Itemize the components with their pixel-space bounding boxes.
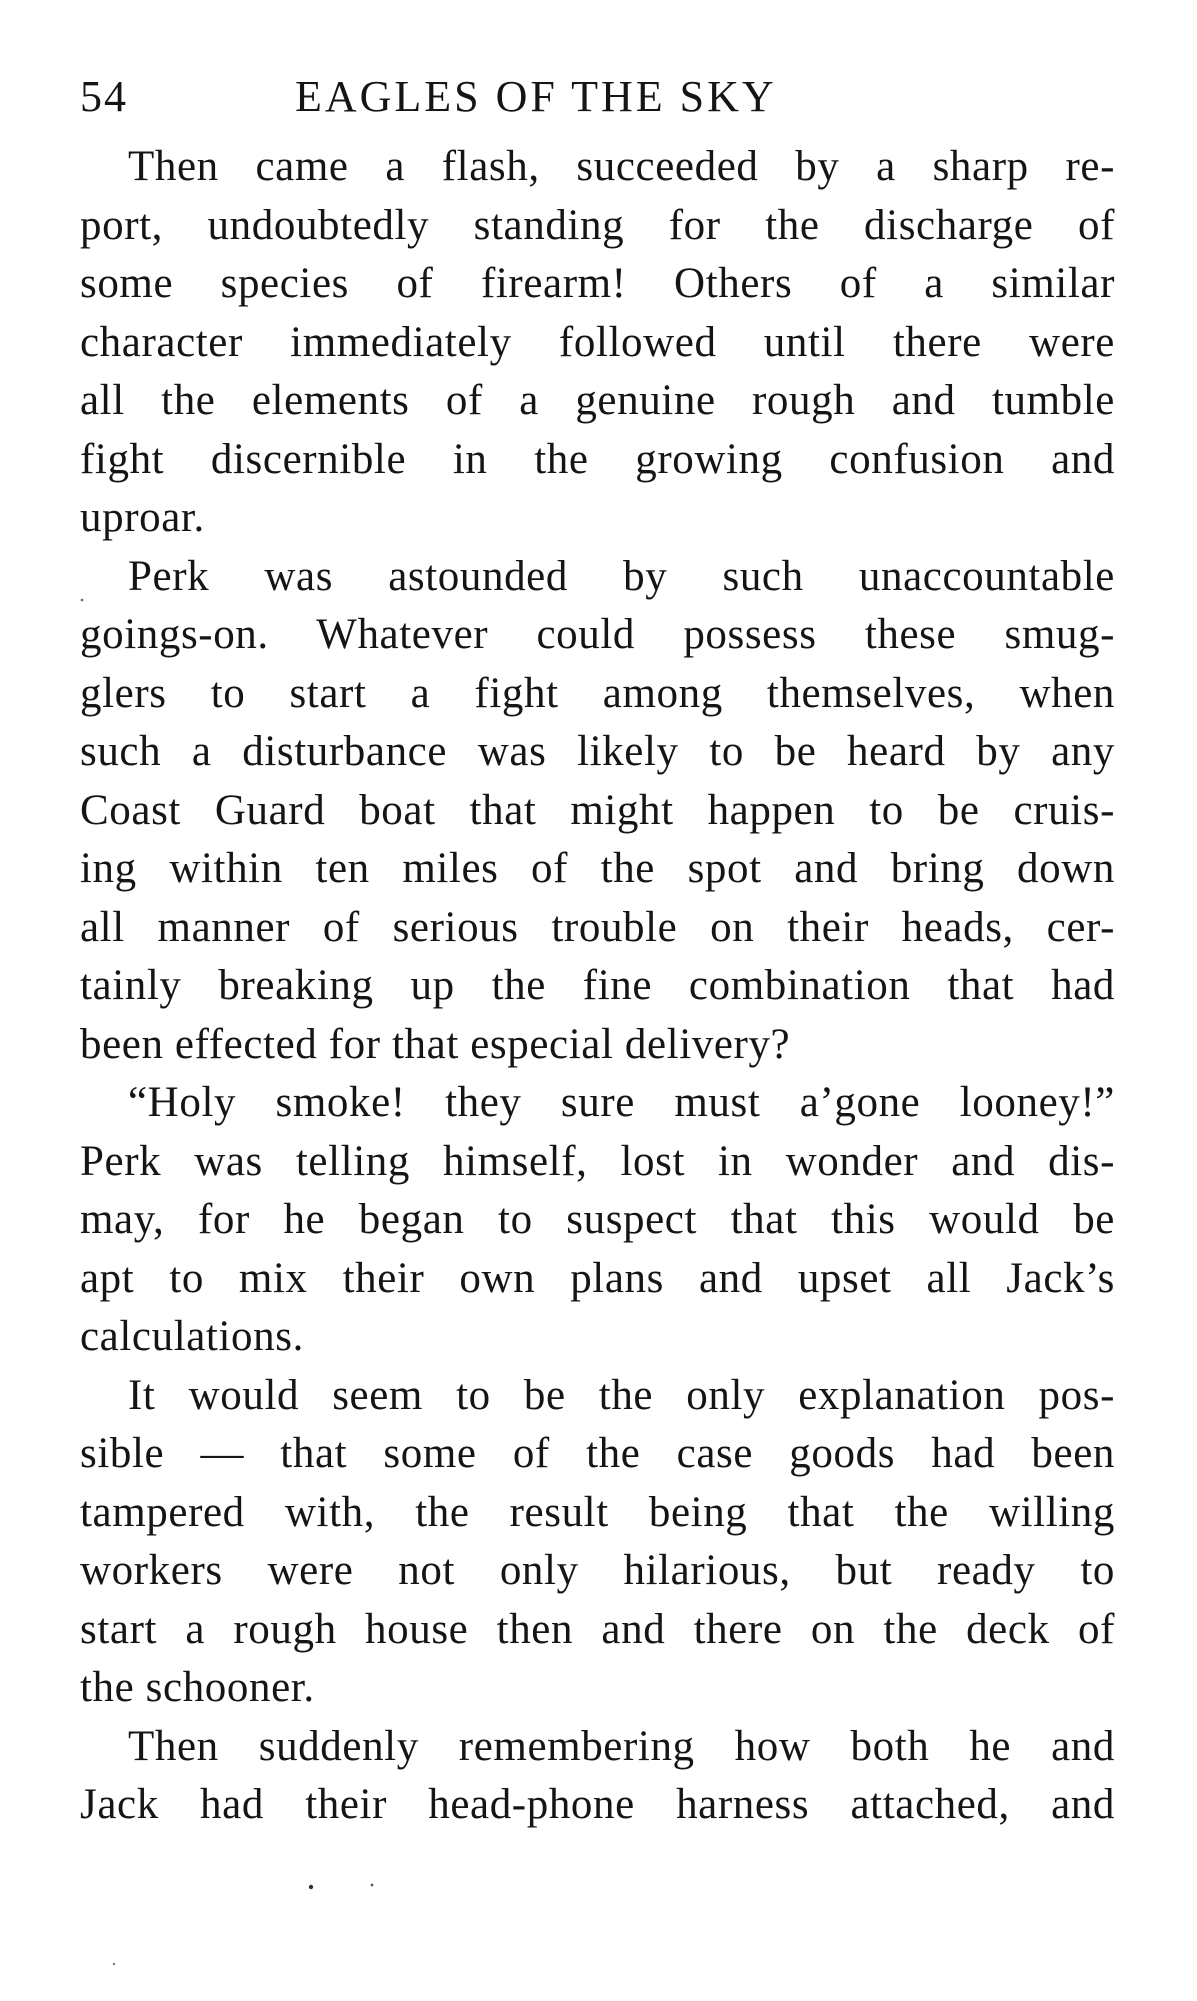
ink-speck: [113, 1963, 115, 1965]
text-line: calculations.: [80, 1313, 304, 1360]
text-line: Then came a flash, succeeded by a sharp re-: [128, 143, 1115, 190]
text-line: apt to mix their own plans and upset all Jack’s: [80, 1254, 1115, 1302]
text-line: character immediately followed until there were: [80, 318, 1115, 366]
text-line: all manner of serious trouble on their heads, cer-: [80, 903, 1115, 951]
paragraph-2: [80, 548, 1115, 1075]
text-line: fight discernible in the growing confusion and: [80, 435, 1115, 483]
running-head: [80, 62, 1115, 132]
text-line: such a disturbance was likely to be heard by any: [80, 728, 1115, 775]
text-line: ing within ten miles of the spot and bring down: [80, 845, 1115, 892]
text-line: port, undoubtedly standing for the discharge of: [80, 201, 1115, 249]
text-line: “Holy smoke! they sure must a’gone looney!”: [128, 1079, 1115, 1126]
paragraph-4: [80, 1367, 1115, 1718]
text-line: some species of firearm! Others of a similar: [80, 260, 1115, 307]
book-page: [80, 62, 1115, 1835]
text-line: It would seem to be the only explanation pos-: [128, 1371, 1115, 1419]
text-line: start a rough house then and there on the deck of: [80, 1605, 1115, 1653]
ink-speck: [371, 1884, 374, 1887]
book-title: EAGLES OF THE SKY: [295, 72, 777, 121]
ink-speck: [309, 1885, 313, 1889]
page-number: 54: [80, 72, 128, 121]
text-line: Then suddenly remembering how both he and: [128, 1722, 1115, 1770]
paragraph-5: [80, 1718, 1115, 1835]
text-line: glers to start a fight among themselves, when: [80, 669, 1115, 717]
text-line: may, for he began to suspect that this would be: [80, 1196, 1115, 1243]
paragraph-1: [80, 138, 1115, 548]
text-line: tainly breaking up the fine combination that had: [80, 962, 1115, 1009]
text-line: all the elements of a genuine rough and tumble: [80, 377, 1115, 424]
text-line: Perk was telling himself, lost in wonder and dis-: [80, 1137, 1115, 1185]
body-text: [80, 138, 1115, 1835]
paragraph-3: [80, 1074, 1115, 1367]
text-line: uproar.: [80, 494, 205, 541]
text-line: Perk was astounded by such unaccountable: [128, 552, 1115, 600]
text-line: been effected for that especial delivery?: [80, 1020, 791, 1068]
text-line: the schooner.: [80, 1664, 315, 1711]
text-line: Coast Guard boat that might happen to be cruis-: [80, 786, 1115, 834]
text-line: Jack had their head-phone harness attached, and: [80, 1781, 1115, 1828]
text-line: tampered with, the result being that the willing: [80, 1488, 1115, 1536]
text-line: workers were not only hilarious, but ready to: [80, 1547, 1115, 1594]
text-line: goings-on. Whatever could possess these smug-: [80, 611, 1115, 658]
text-line: sible — that some of the case goods had been: [80, 1430, 1115, 1477]
